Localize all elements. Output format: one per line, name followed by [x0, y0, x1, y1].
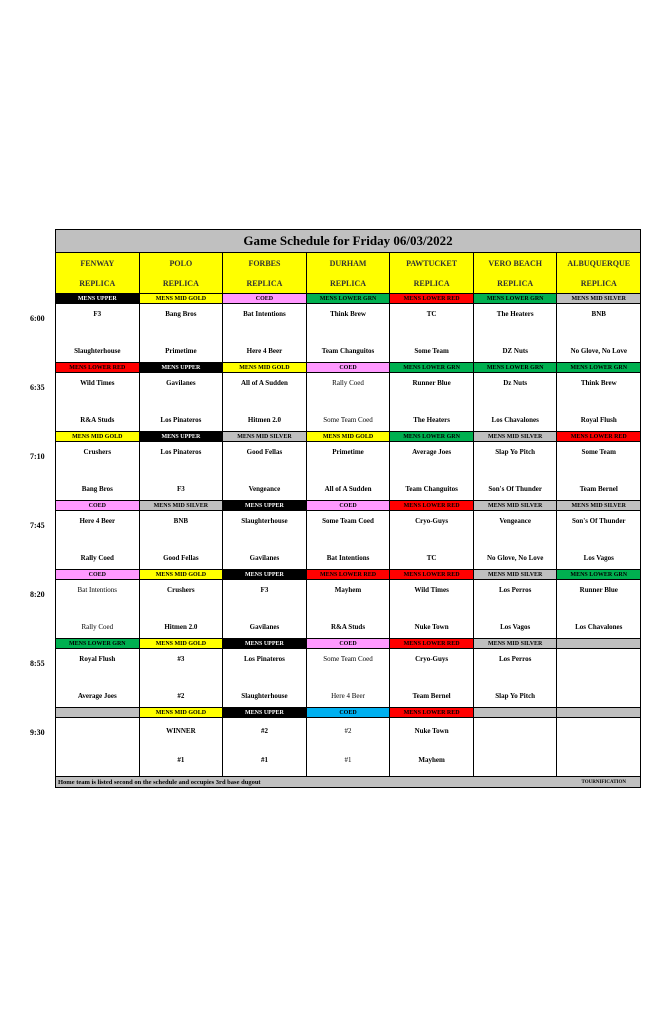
- field-name: VERO BEACH: [488, 258, 542, 268]
- away-team: Runner Blue: [579, 586, 618, 594]
- home-team: Slaughterhouse: [241, 692, 288, 700]
- home-team: #1: [177, 756, 185, 764]
- game-cell: [557, 649, 640, 707]
- away-team: #2: [344, 727, 352, 735]
- home-team: #1: [260, 756, 268, 764]
- game-cell: [557, 580, 640, 638]
- division-label: MENS LOWER RED: [390, 708, 474, 717]
- away-team: Bat Intentions: [243, 310, 286, 318]
- field-subtitle: REPLICA: [246, 278, 283, 288]
- division-label: MENS UPPER: [223, 501, 307, 510]
- game-cell: [474, 373, 558, 431]
- field-subtitle: REPLICA: [580, 278, 617, 288]
- division-label: MENS LOWER RED: [307, 570, 391, 579]
- division-label: MENS MID SILVER: [223, 432, 307, 441]
- schedule-body: [56, 294, 640, 776]
- game-cell: [474, 511, 558, 569]
- game-cell: [56, 304, 140, 362]
- game-row: [56, 511, 640, 569]
- division-label: MENS LOWER GRN: [390, 432, 474, 441]
- division-label: MENS MID SILVER: [474, 570, 558, 579]
- game-cell: [474, 304, 558, 362]
- home-team: Slap Yo Pitch: [495, 692, 536, 700]
- division-label: MENS MID GOLD: [56, 432, 140, 441]
- game-cell: [307, 580, 391, 638]
- away-team: Mayhem: [334, 586, 362, 594]
- game-cell: [56, 718, 140, 776]
- division-label: MENS MID SILVER: [474, 639, 558, 648]
- game-cell: [223, 718, 307, 776]
- away-team: WINNER: [166, 727, 196, 735]
- game-cell: [223, 442, 307, 500]
- field-name: FORBES: [248, 258, 281, 268]
- division-label: MENS UPPER: [140, 363, 224, 372]
- away-team: Cryo-Guys: [415, 655, 449, 663]
- field-subtitle: REPLICA: [330, 278, 367, 288]
- home-team: Here 4 Beer: [331, 692, 365, 700]
- away-team: Los Perros: [499, 655, 532, 663]
- division-label: MENS LOWER GRN: [557, 363, 640, 372]
- game-cell: [557, 718, 640, 776]
- game-cell: [223, 373, 307, 431]
- home-team: All of A Sudden: [324, 485, 372, 493]
- division-label: MENS MID GOLD: [140, 639, 224, 648]
- home-team: Team Changuitos: [405, 485, 458, 493]
- game-cell: [307, 649, 391, 707]
- away-team: Vengeance: [499, 517, 531, 525]
- away-team: The Heaters: [496, 310, 534, 318]
- division-label: MENS LOWER GRN: [56, 639, 140, 648]
- field-header: [223, 253, 307, 293]
- home-team: Hitmen 2.0: [164, 623, 198, 631]
- game-row: [56, 442, 640, 500]
- game-cell: [557, 373, 640, 431]
- division-label: COED: [56, 501, 140, 510]
- away-team: Dz Nuts: [503, 379, 528, 387]
- game-cell: [56, 580, 140, 638]
- time-label: 8:20: [30, 590, 45, 599]
- division-label: MENS LOWER GRN: [474, 363, 558, 372]
- away-team: Royal Flush: [79, 655, 116, 663]
- away-team: Some Team Coed: [323, 655, 373, 663]
- home-team: Bang Bros: [81, 485, 113, 493]
- division-label: MENS UPPER: [140, 432, 224, 441]
- game-cell: [307, 511, 391, 569]
- division-label: MENS MID GOLD: [140, 570, 224, 579]
- division-label: MENS MID GOLD: [223, 363, 307, 372]
- division-label: MENS LOWER RED: [390, 570, 474, 579]
- away-team: Los Pinateros: [243, 655, 285, 663]
- game-cell: [223, 511, 307, 569]
- field-header: [307, 253, 391, 293]
- away-team: Wild Times: [414, 586, 449, 594]
- game-cell: [307, 442, 391, 500]
- home-team: R&A Studs: [80, 416, 115, 424]
- field-name: DURHAM: [329, 258, 367, 268]
- home-team: TC: [426, 554, 437, 562]
- division-label: MENS LOWER GRN: [390, 363, 474, 372]
- away-team: Nuke Town: [414, 727, 449, 735]
- home-team: Royal Flush: [580, 416, 617, 424]
- home-team: Team Bernel: [579, 485, 618, 493]
- division-row: [56, 708, 640, 718]
- division-label: [474, 708, 558, 717]
- game-cell: [140, 580, 224, 638]
- division-label: COED: [56, 570, 140, 579]
- game-row: [56, 718, 640, 776]
- field-header: [557, 253, 640, 293]
- game-cell: [223, 649, 307, 707]
- field-subtitle: REPLICA: [497, 278, 534, 288]
- game-cell: [223, 304, 307, 362]
- away-team: Gavilanes: [166, 379, 196, 387]
- game-cell: [474, 580, 558, 638]
- division-label: MENS UPPER: [223, 708, 307, 717]
- away-team: Some Team Coed: [322, 517, 374, 525]
- away-team: Son's Of Thunder: [571, 517, 626, 525]
- home-team: Good Fellas: [163, 554, 199, 562]
- home-team: Vengeance: [248, 485, 281, 493]
- footer: [56, 776, 640, 787]
- game-cell: [307, 718, 391, 776]
- home-team: Gavilanes: [249, 554, 280, 562]
- home-team: Nuke Town: [414, 623, 449, 631]
- away-team: Crushers: [83, 448, 112, 456]
- home-team: Rally Coed: [81, 623, 114, 631]
- game-cell: [557, 304, 640, 362]
- home-team: No Glove, No Love: [486, 554, 544, 562]
- division-label: [557, 708, 640, 717]
- away-team: Wild Times: [80, 379, 115, 387]
- away-team: Crushers: [167, 586, 195, 594]
- game-cell: [140, 718, 224, 776]
- game-cell: [223, 580, 307, 638]
- home-team: No Glove, No Love: [570, 347, 627, 355]
- game-cell: [474, 442, 558, 500]
- division-row: [56, 294, 640, 304]
- game-cell: [474, 718, 558, 776]
- division-label: COED: [307, 363, 391, 372]
- division-label: MENS MID SILVER: [140, 501, 224, 510]
- away-team: Slaughterhouse: [241, 517, 288, 525]
- time-label: 6:00: [30, 314, 45, 323]
- away-team: Bat Intentions: [77, 586, 118, 594]
- division-label: MENS MID SILVER: [557, 294, 640, 303]
- division-row: [56, 363, 640, 373]
- division-label: MENS LOWER RED: [390, 639, 474, 648]
- field-name: POLO: [169, 258, 193, 268]
- home-team: Los Pinateros: [160, 416, 202, 424]
- home-team: Los Chavalones: [575, 623, 623, 631]
- footer-brand: TOURNIFICATION: [581, 779, 626, 785]
- home-team: R&A Studs: [331, 623, 366, 631]
- away-team: BNB: [591, 310, 606, 318]
- field-subtitle: REPLICA: [413, 278, 450, 288]
- division-label: MENS LOWER RED: [390, 294, 474, 303]
- game-cell: [140, 442, 224, 500]
- away-team: Runner Blue: [412, 379, 451, 387]
- away-team: Los Perros: [499, 586, 532, 594]
- division-row: [56, 639, 640, 649]
- home-team: DZ Nuts: [502, 347, 528, 355]
- footer-note: Home team is listed second on the schedule and occupies 3rd base dugout: [58, 778, 261, 786]
- away-team: Think Brew: [580, 379, 617, 387]
- game-cell: [56, 649, 140, 707]
- game-cell: [390, 442, 474, 500]
- game-cell: [557, 442, 640, 500]
- division-label: COED: [223, 294, 307, 303]
- away-team: Average Joes: [412, 448, 452, 456]
- division-label: MENS MID SILVER: [474, 501, 558, 510]
- game-row: [56, 580, 640, 638]
- home-team: F3: [176, 485, 185, 493]
- home-team: Here 4 Beer: [246, 347, 283, 355]
- game-cell: [56, 511, 140, 569]
- game-cell: [140, 511, 224, 569]
- time-slot: [56, 363, 640, 432]
- time-slot: [56, 570, 640, 639]
- game-cell: [474, 649, 558, 707]
- field-subtitle: REPLICA: [162, 278, 199, 288]
- game-row: [56, 649, 640, 707]
- home-team: The Heaters: [413, 416, 450, 424]
- game-cell: [390, 304, 474, 362]
- division-label: MENS LOWER GRN: [474, 294, 558, 303]
- game-cell: [390, 511, 474, 569]
- away-team: #2: [260, 727, 268, 735]
- away-team: Bang Bros: [165, 310, 197, 318]
- home-team: #2: [177, 692, 185, 700]
- field-name: ALBUQUERQUE: [567, 258, 631, 268]
- home-team: Team Bernel: [412, 692, 451, 700]
- field-name: PAWTUCKET: [406, 258, 458, 268]
- home-team: Slaughterhouse: [74, 347, 121, 355]
- time-label: 7:10: [30, 452, 45, 461]
- game-cell: [390, 373, 474, 431]
- division-label: MENS MID GOLD: [140, 294, 224, 303]
- away-team: F3: [93, 310, 102, 318]
- away-team: TC: [426, 310, 437, 318]
- home-team: Some Team Coed: [323, 416, 373, 424]
- home-team: #1: [344, 756, 352, 764]
- game-row: [56, 373, 640, 431]
- division-label: [557, 639, 640, 648]
- game-cell: [307, 304, 391, 362]
- division-label: MENS LOWER GRN: [307, 294, 391, 303]
- field-header: [56, 253, 140, 293]
- time-slot: [56, 639, 640, 708]
- division-label: MENS LOWER GRN: [557, 570, 640, 579]
- home-team: Los Vagos: [583, 554, 614, 562]
- time-slot: [56, 501, 640, 570]
- field-header: [390, 253, 474, 293]
- division-label: MENS UPPER: [223, 570, 307, 579]
- division-label: MENS MID SILVER: [474, 432, 558, 441]
- time-slot: [56, 294, 640, 363]
- away-team: Rally Coed: [332, 379, 364, 387]
- home-team: Los Chavalones: [491, 416, 539, 424]
- game-cell: [390, 718, 474, 776]
- away-team: Good Fellas: [246, 448, 283, 456]
- game-row: [56, 304, 640, 362]
- away-team: Here 4 Beer: [79, 517, 116, 525]
- time-slot: [56, 708, 640, 776]
- page-title: Game Schedule for Friday 06/03/2022: [56, 230, 640, 253]
- division-label: MENS UPPER: [223, 639, 307, 648]
- time-label: 9:30: [30, 728, 45, 737]
- division-row: [56, 570, 640, 580]
- away-team: Los Pinateros: [160, 448, 202, 456]
- division-label: MENS MID SILVER: [557, 501, 640, 510]
- division-row: [56, 432, 640, 442]
- game-cell: [557, 511, 640, 569]
- division-label: MENS LOWER RED: [390, 501, 474, 510]
- field-header: [474, 253, 558, 293]
- division-label: [56, 708, 140, 717]
- game-cell: [307, 373, 391, 431]
- division-row: [56, 501, 640, 511]
- game-cell: [390, 580, 474, 638]
- game-cell: [140, 649, 224, 707]
- home-team: Average Joes: [77, 692, 117, 700]
- division-label: COED: [307, 501, 391, 510]
- home-team: Primetime: [165, 347, 197, 355]
- away-team: Cryo-Guys: [415, 517, 449, 525]
- division-label: COED: [307, 708, 391, 717]
- division-label: MENS LOWER RED: [557, 432, 640, 441]
- time-label: 7:45: [30, 521, 45, 530]
- away-team: Slap Yo Pitch: [495, 448, 536, 456]
- home-team: Hitmen 2.0: [247, 416, 281, 424]
- time-slot: [56, 432, 640, 501]
- field-header: [140, 253, 224, 293]
- division-label: MENS LOWER RED: [56, 363, 140, 372]
- game-cell: [390, 649, 474, 707]
- away-team: #3: [177, 655, 185, 663]
- game-cell: [56, 373, 140, 431]
- field-header-row: [56, 253, 640, 294]
- time-label: 8:55: [30, 659, 45, 668]
- home-team: Mayhem: [418, 756, 445, 764]
- home-team: Gavilanes: [249, 623, 280, 631]
- away-team: BNB: [173, 517, 189, 525]
- game-cell: [140, 304, 224, 362]
- away-team: All of A Sudden: [241, 379, 288, 387]
- home-team: Team Changuitos: [321, 347, 375, 355]
- division-label: MENS MID GOLD: [140, 708, 224, 717]
- home-team: Los Vagos: [500, 623, 531, 631]
- away-team: F3: [260, 586, 269, 594]
- schedule-sheet: [55, 229, 641, 788]
- field-subtitle: REPLICA: [79, 278, 116, 288]
- home-team: Some Team: [414, 347, 449, 355]
- field-name: FENWAY: [80, 258, 115, 268]
- division-label: MENS MID GOLD: [307, 432, 391, 441]
- away-team: Primetime: [332, 448, 364, 456]
- time-label: 6:35: [30, 383, 45, 392]
- home-team: Bat Intentions: [326, 554, 370, 562]
- away-team: Some Team: [581, 448, 616, 456]
- home-team: Son's Of Thunder: [488, 485, 542, 493]
- home-team: Rally Coed: [80, 554, 114, 562]
- away-team: Think Brew: [330, 310, 366, 318]
- division-label: COED: [307, 639, 391, 648]
- game-cell: [56, 442, 140, 500]
- division-label: MENS UPPER: [56, 294, 140, 303]
- game-cell: [140, 373, 224, 431]
